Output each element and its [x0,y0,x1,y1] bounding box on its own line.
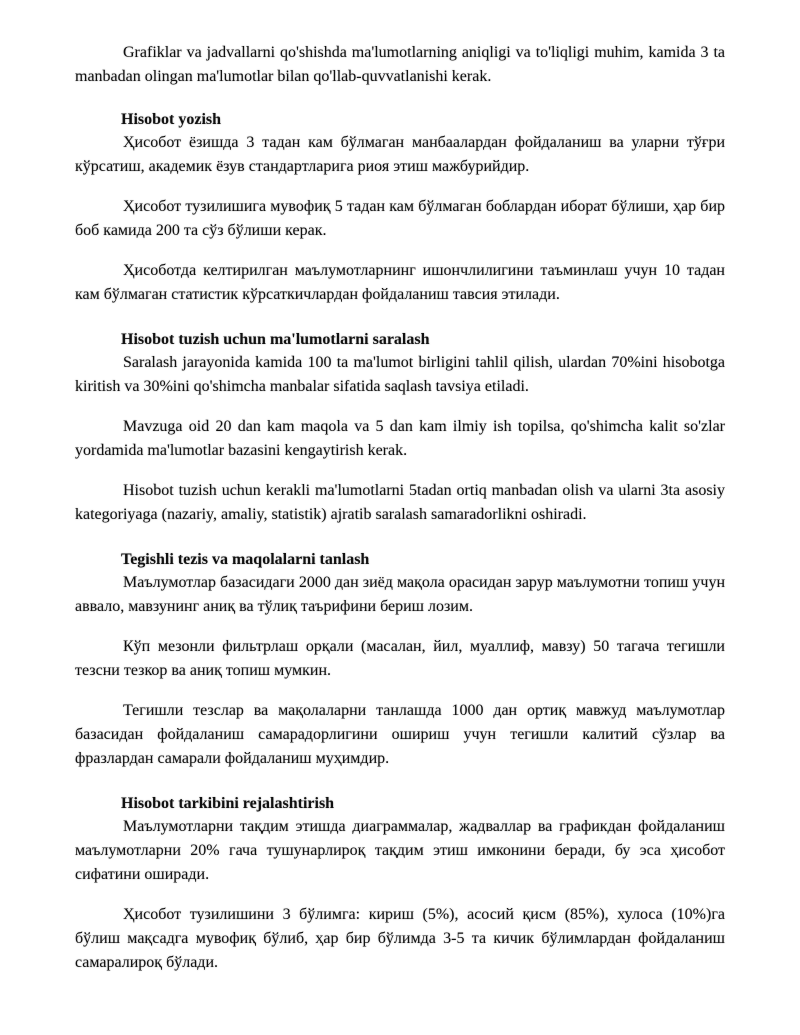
section-2-paragraph-3: Hisobot tuzish uchun kerakli ma'lumotlarni 5tadan ortiq manbadan olish va ularni 3ta asosiy kategoriyaga (nazariy, amaliy, statistik) ajratib saralash samaradorlikni oshiradi. [75,482,725,523]
section-heading-hisobot-yozish: Hisobot yozish [121,111,222,128]
section-1-paragraph-1: Ҳисобот ёзишда 3 тадан кам бўлмаган манбаалардан фойдаланиш ва уларни тўғри кўрсатиш, академик ёзув стандартларига риоя этиш мажбурийдир. [75,134,725,175]
section-1-paragraph-3: Ҳисоботда келтирилган маълумотларнинг ишончлилигини таъминлаш учун 10 тадан кам бўлмаган статистик кўрсаткичлардан фойдаланиш тавсия этилади. [75,262,725,303]
section-4-paragraph-1: Маълумотларни тақдим этишда диаграммалар, жадваллар ва графикдан фойдаланиш маълумотларни 20% гача тушунарлироқ тақдим этиш имконини беради, бу эса ҳисобот сифатини оширади. [75,818,725,883]
section-2-paragraph-2: Mavzuga oid 20 dan kam maqola va 5 dan kam ilmiy ish topilsa, qo'shimcha kalit so'zlar yordamida ma'lumotlar bazasini kengaytirish kerak. [75,418,725,459]
section-3-paragraph-3: Тегишли тезслар ва мақолаларни танлашда 1000 дан ортиқ мавжуд маълумотлар базасидан фойдаланиш самарадорлигини ошириш учун тегишли калитий сўзлар ва фразлардан самарали фойдаланиш муҳимдир. [75,702,725,767]
section-heading-rejalashtirish: Hisobot tarkibini rejalashtirish [121,795,335,812]
intro-paragraph: Grafiklar va jadvallarni qo'shishda ma'lumotlarning aniqligi va to'liqligi muhim, kamida 3 ta manbadan olingan ma'lumotlar bilan qo'llab-quvvatlanishi kerak. [75,44,725,85]
section-heading-tezis-tanlash: Tegishli tezis va maqolalarni tanlash [121,551,370,568]
document-page [75,41,725,975]
section-3-paragraph-1: Маълумотлар базасидаги 2000 дан зиёд мақола орасидан зарур маълумотни топиш учун аввало, мавзунинг аниқ ва тўлиқ таърифини бериш лозим. [75,574,725,615]
section-1-paragraph-2: Ҳисобот тузилишига мувофиқ 5 тадан кам бўлмаган боблардан иборат бўлиши, ҳар бир боб камида 200 та сўз бўлиши керак. [75,198,725,239]
section-heading-saralash: Hisobot tuzish uchun ma'lumotlarni saralash [121,331,430,348]
section-2-paragraph-1: Saralash jarayonida kamida 100 ta ma'lumot birligini tahlil qilish, ulardan 70%ini hisobotga kiritish va 30%ini qo'shimcha manbalar sifatida saqlash tavsiya etiladi. [75,354,725,395]
section-3-paragraph-2: Кўп мезонли фильтрлаш орқали (масалан, йил, муаллиф, мавзу) 50 тагача тегишли тезсни тезкор ва аниқ топиш мумкин. [75,638,725,679]
section-4-paragraph-2: Ҳисобот тузилишини 3 бўлимга: кириш (5%), асосий қисм (85%), хулоса (10%)га бўлиш мақсадга мувофиқ бўлиб, ҳар бир бўлимда 3-5 та кичик бўлимлардан фойдаланиш самаралироқ бўлади. [75,906,725,971]
